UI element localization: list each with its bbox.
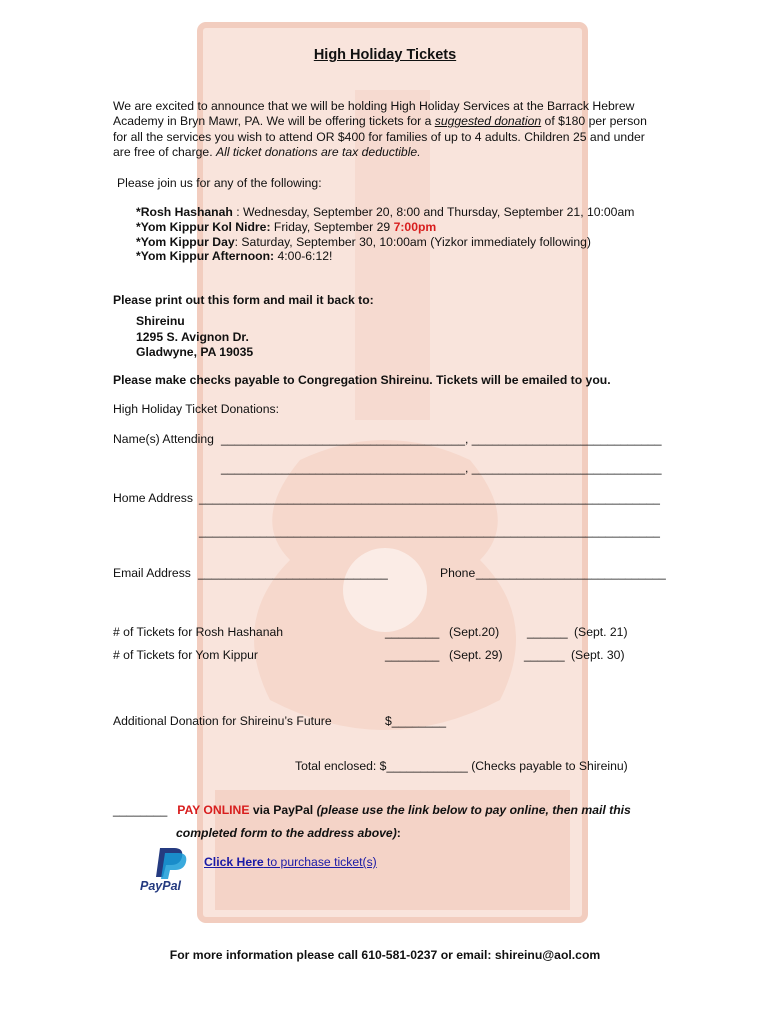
address-line-3: Gladwyne, PA 19035: [136, 345, 254, 359]
intro-text-2: of $180 per person for all the services you wish to attend OR $400 for families of up to 4 adults. Children 25 and under are free of charge.: [113, 114, 647, 160]
names-field-1[interactable]: ____________________________________, ____________________________: [221, 432, 662, 446]
service-yom-kippur-day: [136, 235, 591, 250]
service-detail: : Wednesday, September 20, 8:00 and Thursday, September 21, 10:00am: [232, 205, 635, 219]
pay-instructions-1: (please use the link below to pay online, then mail this: [316, 803, 631, 817]
total-line: [295, 759, 628, 774]
pay-online-line: [113, 803, 631, 818]
total-note: (Checks payable to Shireinu): [467, 759, 628, 773]
checks-note: Please make checks payable to Congregation Shireinu. Tickets will be emailed to you.: [113, 373, 611, 387]
service-name: *Rosh Hashanah: [136, 205, 233, 219]
names-field-2[interactable]: ____________________________________, ____________________________: [221, 461, 662, 475]
click-here-text[interactable]: Click Here: [204, 855, 264, 869]
service-yom-kippur-afternoon: [136, 249, 332, 264]
service-detail: Friday, September 29: [270, 220, 394, 234]
pay-instructions-2: completed form to the address above): [176, 826, 397, 840]
footer-contact: For more information please call 610-581-0237 or email: shireinu@aol.com: [169, 948, 601, 962]
yom-date-2: (Sept. 30): [571, 648, 625, 662]
purchase-text[interactable]: to purchase ticket(s): [263, 855, 377, 869]
join-text: Please join us for any of the following:: [117, 176, 322, 190]
purchase-link[interactable]: [204, 855, 377, 870]
names-label: Name(s) Attending: [113, 432, 214, 446]
phone-label: Phone: [440, 566, 476, 580]
total-label: Total enclosed: $: [295, 759, 387, 773]
pay-instructions-line-2: [176, 826, 401, 841]
rosh-tickets-field-2[interactable]: ______: [527, 625, 568, 639]
click-here-link[interactable]: [204, 855, 377, 869]
service-time-red: 7:00pm: [393, 220, 437, 234]
service-detail: 4:00-6:12!: [274, 249, 333, 263]
email-field[interactable]: ____________________________: [198, 566, 388, 580]
service-rosh-hashanah: [136, 205, 634, 220]
rosh-date-2: (Sept. 21): [574, 625, 628, 639]
rosh-date-1: (Sept.20): [449, 625, 500, 639]
paypal-logo[interactable]: [138, 846, 200, 898]
address-line-1: Shireinu: [136, 314, 185, 328]
suggested-donation-text: suggested donation: [434, 114, 542, 129]
home-address-field-1[interactable]: ____________________________________________________________________: [199, 491, 660, 505]
yom-tickets-label: # of Tickets for Yom Kippur: [113, 648, 258, 662]
service-kol-nidre: [136, 220, 436, 235]
service-name: *Yom Kippur Day: [136, 235, 235, 249]
rosh-tickets-label: # of Tickets for Rosh Hashanah: [113, 625, 284, 639]
donations-label: High Holiday Ticket Donations:: [113, 402, 279, 416]
intro-paragraph: [113, 99, 658, 161]
mail-heading: Please print out this form and mail it back to:: [113, 293, 374, 307]
pay-online-field[interactable]: ________: [113, 803, 168, 817]
phone-field[interactable]: ____________________________: [476, 566, 666, 580]
yom-tickets-field-1[interactable]: ________: [385, 648, 440, 662]
service-name: *Yom Kippur Afternoon:: [136, 249, 275, 263]
yom-tickets-field-2[interactable]: ______: [524, 648, 565, 662]
pay-via-text: via PayPal: [249, 803, 317, 817]
home-address-label: Home Address: [113, 491, 193, 505]
rosh-tickets-field-1[interactable]: ________: [385, 625, 440, 639]
email-label: Email Address: [113, 566, 191, 580]
additional-donation-label: Additional Donation for Shireinu’s Future: [113, 714, 332, 728]
total-field[interactable]: ____________: [386, 759, 468, 773]
yom-date-1: (Sept. 29): [449, 648, 503, 662]
address-line-2: 1295 S. Avignon Dr.: [136, 330, 249, 344]
pay-colon: :: [396, 826, 401, 840]
paypal-p-icon: [138, 846, 200, 880]
paypal-wordmark: PayPal: [140, 879, 182, 893]
tax-deductible-text: All ticket donations are tax deductible.: [215, 145, 421, 160]
service-name: *Yom Kippur Kol Nidre:: [136, 220, 271, 234]
home-address-field-2[interactable]: ____________________________________________________________________: [199, 524, 660, 538]
pay-online-label: PAY ONLINE: [177, 803, 250, 817]
intro-text-1: We are excited to announce that we will be holding High Holiday Services at the Barrack Hebrew Academy in Bryn Mawr, PA. We will be offering tickets for a: [113, 99, 635, 129]
additional-donation-field[interactable]: $________: [385, 714, 447, 728]
service-detail: : Saturday, September 30, 10:00am (Yizkor immediately following): [234, 235, 591, 249]
page-title: High Holiday Tickets: [313, 47, 457, 63]
